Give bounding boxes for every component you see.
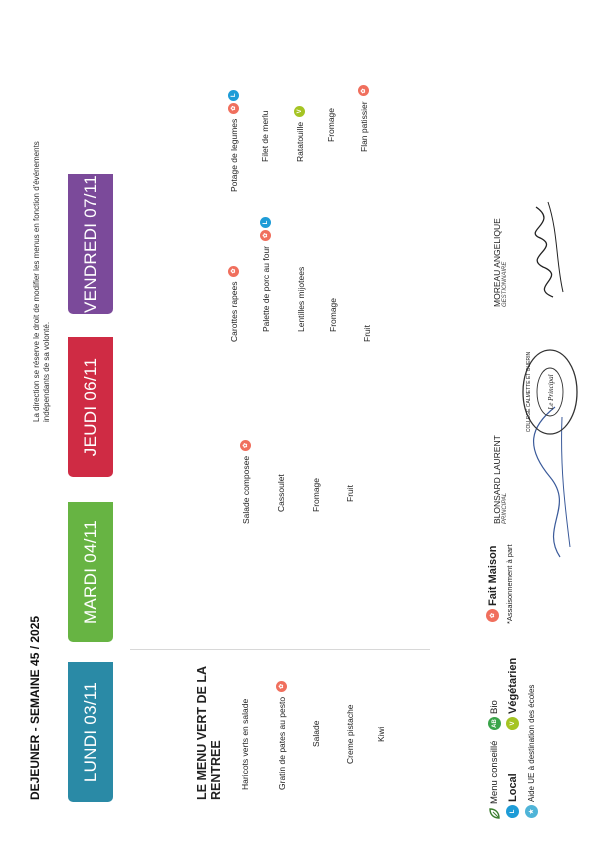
leaf-icon bbox=[488, 807, 501, 820]
dish-tuesday-4: Fruit bbox=[345, 485, 355, 502]
eu-stars-icon: ★ bbox=[525, 805, 538, 818]
dish-monday-3: Salade bbox=[311, 720, 321, 747]
dish-friday-4: Fromage bbox=[326, 107, 336, 142]
dish-monday-2: Gratin de pates au pesto ✿ bbox=[276, 681, 287, 790]
principal-name: BLONSARD LAURENT bbox=[492, 435, 502, 524]
dish-friday-1: Potage de legumes ✿ L bbox=[228, 90, 239, 192]
day-header-friday: VENDREDI 07/11 bbox=[68, 174, 113, 314]
fait-maison-icon: ✿ bbox=[358, 85, 369, 96]
vegetarien-icon: V bbox=[506, 717, 519, 730]
dish-friday-2: Filet de merlu bbox=[260, 110, 270, 162]
dish-tuesday-3: Fromage bbox=[311, 477, 321, 512]
principal-signature-block bbox=[492, 435, 508, 524]
fait-maison-icon: ✿ bbox=[228, 103, 239, 114]
gestionnaire-role: GESTIONNAIRE bbox=[502, 261, 508, 307]
page-title: DEJEUNER - SEMAINE 45 / 2025 bbox=[28, 615, 42, 800]
gestionnaire-name: MOREAU ANGELIQUE bbox=[492, 218, 502, 307]
day-header-thursday: JEUDI 06/11 bbox=[68, 337, 113, 477]
legend-aide-ue: ★ Aide UE à destination des écoles bbox=[525, 685, 538, 820]
legend-menu-conseille: Menu conseillé bbox=[488, 741, 501, 820]
signature-scribble-gestionnaire bbox=[518, 192, 573, 302]
legend-bio: AB Bio bbox=[488, 700, 501, 732]
day-header-monday: LUNDI 03/11 bbox=[68, 662, 113, 802]
svg-text:Le Principal: Le Principal bbox=[547, 374, 555, 410]
fait-maison-icon: ✿ bbox=[486, 609, 499, 622]
gestionnaire-signature-block bbox=[492, 218, 508, 307]
local-icon: L bbox=[260, 217, 271, 228]
svg-text:COLLEGE CALMETTE ET GUERIN: COLLEGE CALMETTE ET GUERIN bbox=[526, 351, 532, 433]
dish-thursday-4: Fromage bbox=[328, 297, 338, 332]
bio-icon: AB bbox=[488, 717, 501, 730]
vegetarien-icon: V bbox=[294, 106, 305, 117]
fait-maison-icon: ✿ bbox=[228, 266, 239, 277]
assaisonnement-note: *Assaisonnement à part bbox=[505, 544, 514, 624]
dish-thursday-5: Fruit bbox=[362, 325, 372, 342]
dish-monday-1: Haricots verts en salade bbox=[240, 698, 250, 790]
dish-thursday-1: Carottes rapees ✿ bbox=[228, 266, 239, 342]
disclaimer-note: La direction se réserve le droit de modifier les menus en fonction d'événements indépendants de sa volonté. bbox=[32, 141, 51, 422]
local-icon: L bbox=[228, 90, 239, 101]
legend-fait-maison: ✿ Fait Maison bbox=[486, 545, 499, 624]
local-icon: L bbox=[506, 805, 519, 818]
dish-monday-5: Kiwi bbox=[376, 726, 386, 742]
fait-maison-icon: ✿ bbox=[260, 230, 271, 241]
school-stamp-icon bbox=[520, 347, 580, 437]
dish-thursday-3: Lentilles mijotees bbox=[296, 266, 306, 332]
signature-scribble-principal bbox=[520, 307, 590, 567]
dish-monday-4: Creme pistache bbox=[345, 704, 355, 764]
dish-thursday-2: Palette de porc au four ✿ L bbox=[260, 217, 271, 332]
column-divider bbox=[130, 649, 430, 650]
legend-vegetarien: V Végétarien bbox=[506, 658, 519, 732]
fait-maison-icon: ✿ bbox=[276, 681, 287, 692]
dish-friday-5: Flan patissier ✿ bbox=[358, 85, 369, 152]
special-menu-title: LE MENU VERT DE LA RENTREE bbox=[195, 666, 223, 800]
dish-tuesday-1: Salade composee ✿ bbox=[240, 440, 251, 524]
dish-friday-3: Ratatouille V bbox=[294, 106, 305, 162]
legend-local: L Local bbox=[506, 773, 519, 820]
dish-tuesday-2: Cassoulet bbox=[276, 474, 286, 512]
day-header-tuesday: MARDI 04/11 bbox=[68, 502, 113, 642]
fait-maison-icon: ✿ bbox=[240, 440, 251, 451]
principal-role: PRINCIPAL bbox=[502, 492, 508, 524]
